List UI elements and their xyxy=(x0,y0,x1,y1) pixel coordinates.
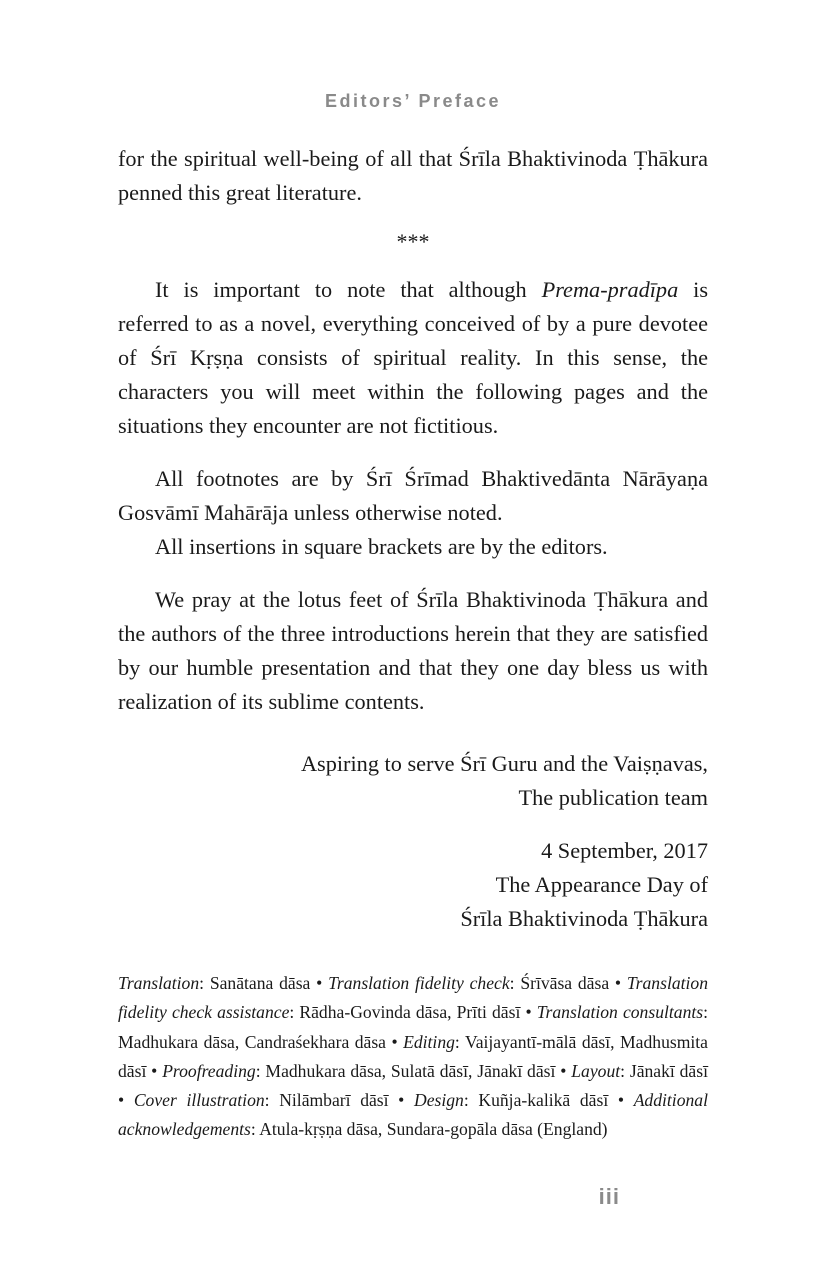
signature-line-2: The publication team xyxy=(518,785,708,810)
paragraph-novel-note-start: It is important to note that although xyxy=(155,277,542,302)
credit-role: Translation xyxy=(118,973,200,993)
paragraph-novel-note xyxy=(118,273,708,443)
paragraph-continuation: for the spiritual well-being of all that Śrīla Bhaktivinoda Ṭhākura penned this great literature. xyxy=(118,146,708,205)
credit-names: : Madhukara dāsa, Candraśekhara dāsa xyxy=(118,1002,708,1052)
dateline-block xyxy=(118,834,708,936)
credit-names: : Rādha-Govinda dāsa, Prīti dāsī xyxy=(289,1002,521,1023)
credit-separator: • xyxy=(388,1090,414,1111)
credit-names: : Sanātana dāsa xyxy=(199,973,311,993)
credit-separator: • xyxy=(609,973,627,993)
credit-names: : Nilāmbarī dāsī xyxy=(264,1090,389,1111)
credit-role: Layout xyxy=(571,1060,621,1081)
paragraph-footnotes: All footnotes are by Śrī Śrīmad Bhaktivedānta Nārāyaṇa Gosvāmī Mahārāja unless otherwise noted. xyxy=(118,466,708,525)
credit-role: Cover illustration xyxy=(133,1090,265,1111)
book-title-italic: Prema-pradīpa xyxy=(541,277,679,302)
dateline-person: Śrīla Bhaktivinoda Ṭhākura xyxy=(460,906,708,931)
running-header: Editors’ Preface xyxy=(324,91,502,111)
credit-names: : Jānakī dāsī xyxy=(620,1060,708,1081)
credit-role: Proofreading xyxy=(162,1060,256,1081)
credit-names: : Atula-kṛṣṇa dāsa, Sundara-gopāla dāsa (England) xyxy=(250,1119,608,1140)
credit-role: Design xyxy=(414,1090,464,1111)
credit-names: : Kuñja-kalikā dāsī xyxy=(463,1090,609,1111)
signature-line-1: Aspiring to serve Śrī Guru and the Vaiṣṇavas, xyxy=(300,751,708,776)
credit-separator: • xyxy=(310,973,329,993)
credit-separator: • xyxy=(146,1060,163,1081)
dateline-occasion: The Appearance Day of xyxy=(495,872,708,897)
credit-role: Translation fidelity check xyxy=(328,973,510,993)
footnote-notes xyxy=(118,462,708,564)
paragraph-novel-note-end: is referred to as a novel, everything conceived of by a pure devotee of Śrī Kṛṣṇa consists of spiritual reality. In this sense, the characters you will meet within the following pages and the situations they encounter are not fictitious. xyxy=(118,277,708,438)
page-number: iii xyxy=(598,1184,620,1209)
credit-separator: • xyxy=(608,1090,634,1111)
credit-separator: • xyxy=(118,1090,134,1111)
credit-names: : Vaijayantī-mālā dāsī, Madhusmita dāsī xyxy=(118,1031,708,1081)
paragraph-prayer: We pray at the lotus feet of Śrīla Bhaktivinoda Ṭhākura and the authors of the three introductions herein that they are satisfied by our humble presentation and that they one day bless us with realization of its sublime contents. xyxy=(118,587,708,714)
credit-separator: • xyxy=(386,1031,404,1052)
signature-block xyxy=(118,747,708,815)
credit-separator: • xyxy=(555,1060,572,1081)
credit-role: Editing xyxy=(403,1031,455,1052)
credit-names: : Madhukara dāsa, Sulatā dāsī, Jānakī dāsī xyxy=(255,1060,556,1081)
section-separator: *** xyxy=(396,229,430,254)
credit-names: : Śrīvāsa dāsa xyxy=(509,973,610,993)
dateline-date: 4 September, 2017 xyxy=(541,838,708,863)
credits-list xyxy=(118,969,708,1145)
credit-role: Additional acknowledgements xyxy=(118,1090,708,1140)
credit-role: Translation fidelity check assistance xyxy=(118,973,708,1023)
credit-separator: • xyxy=(520,1002,537,1023)
credit-role: Translation consultants xyxy=(536,1002,704,1023)
paragraph-insertions: All insertions in square brackets are by the editors. xyxy=(155,534,608,559)
